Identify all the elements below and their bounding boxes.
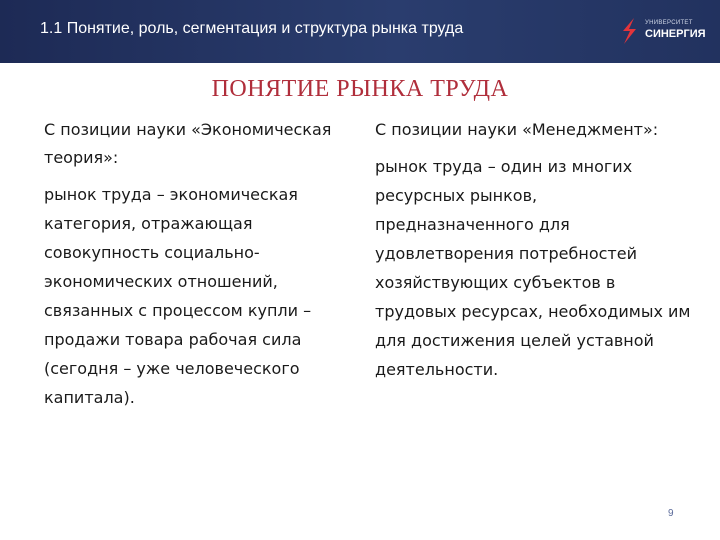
right-column <box>375 116 695 384</box>
page-number: 9 <box>668 508 674 519</box>
logo-name: СИНЕРГИЯ <box>645 28 706 40</box>
synergy-logo <box>618 14 714 48</box>
logo-caption: УНИВЕРСИТЕТ <box>645 20 693 26</box>
header-bar <box>0 0 720 63</box>
section-title: 1.1 Понятие, роль, сегментация и структура рынка труда <box>40 20 464 37</box>
left-column-text: рынок труда – экономическая категория, отражающая совокупность социально-экономических отношений, связанных с процессом купли – продажи товара рабочая сила (сегодня – уже человеческого капитала). <box>44 185 312 407</box>
left-column-heading: С позиции науки «Экономическая теория»: <box>44 120 332 167</box>
slide-title: ПОНЯТИЕ РЫНКА ТРУДА <box>211 76 509 102</box>
right-column-text: рынок труда – один из многих ресурсных рынков, предназначенного для удовлетворения потребностей хозяйствующих субъектов в трудовых ресурсах, необходимых им для достижения целей уставной деятельности. <box>375 157 691 379</box>
synergy-logo-icon <box>618 16 640 46</box>
right-column-heading: С позиции науки «Менеджмент»: <box>375 120 659 139</box>
left-column <box>44 116 364 412</box>
